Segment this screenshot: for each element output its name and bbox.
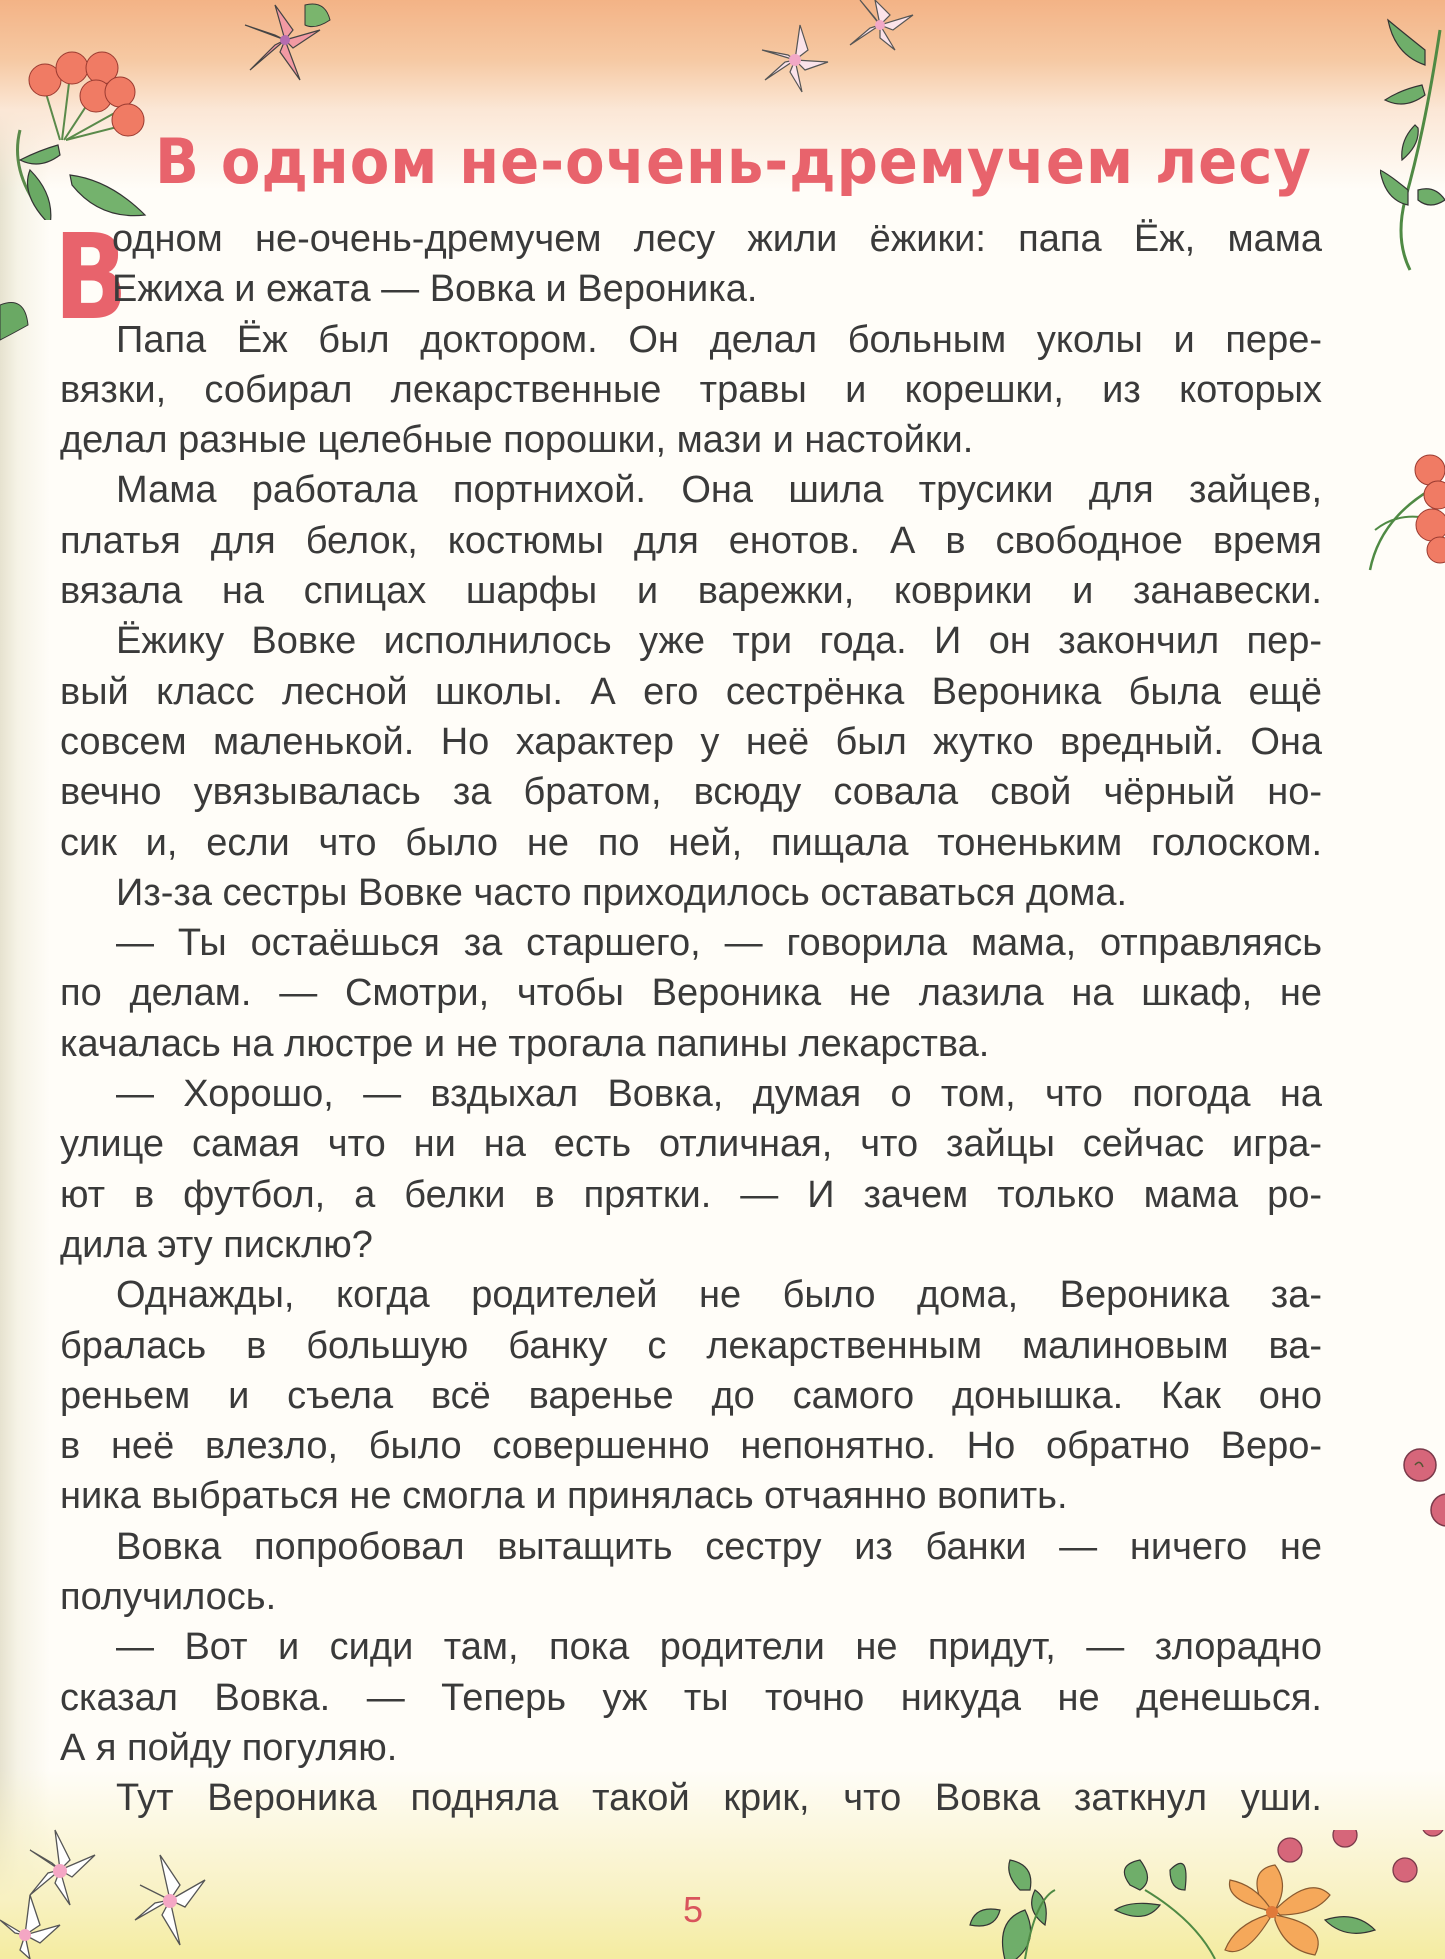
page-number: 5	[682, 1889, 704, 1930]
text-line-content: ника выбраться не смогла и принялась отчаянно вопить.	[60, 1475, 1068, 1518]
leaf-sprig-icon	[1380, 10, 1445, 280]
text-line-content: вязала на спицах шарфы и варежки, коврики и занавески.	[60, 570, 1322, 613]
text-line-content: Однажды, когда родителей не было дома, Вероника за-	[116, 1274, 1322, 1317]
text-line-content: вый класс лесной школы. А его сестрёнка Вероника была ещё	[60, 670, 1322, 713]
text-line-content: в неё влезло, было совершенно непонятно. Но обратно Веро-	[60, 1425, 1322, 1468]
text-line-content: Тут Вероника подняла такой крик, что Вовка заткнул уши.	[116, 1777, 1322, 1820]
text-line	[60, 667, 1322, 717]
text-line	[60, 918, 1322, 968]
text-line	[60, 767, 1322, 817]
text-line-content: Ёжику Вовке исполнилось уже три года. И он закончил пер-	[116, 620, 1322, 663]
white-flower-icon	[845, 0, 915, 55]
text-line-content: одном не-очень-дремучем лесу жили ёжики: папа Ёж, мама	[112, 218, 1322, 260]
red-berries-icon	[1360, 430, 1445, 580]
text-line	[60, 717, 1322, 767]
text-line	[60, 1270, 1322, 1320]
text-line-content: реньем и съела всё варенье до самого донышка. Как оно	[60, 1374, 1322, 1417]
text-line	[60, 1673, 1322, 1723]
text-line	[60, 566, 1322, 616]
text-line-content: совсем маленькой. Но характер у неё был жутко вредный. Она	[60, 720, 1322, 763]
text-line	[60, 616, 1322, 666]
text-line-content: — Хорошо, — вздыхал Вовка, думая о том, что погода на	[116, 1073, 1322, 1116]
text-line	[60, 1220, 1322, 1270]
text-line	[60, 1170, 1322, 1220]
text-line-content: Мама работала портнихой. Она шила трусики для зайцев,	[116, 469, 1322, 512]
text-line	[60, 1723, 1322, 1773]
text-line-content: Папа Ёж был доктором. Он делал больным уколы и пере-	[116, 318, 1322, 361]
text-line	[60, 1773, 1322, 1823]
pink-flower-icon	[235, 0, 335, 90]
text-line-content: платья для белок, костюмы для енотов. А в свободное время	[60, 519, 1322, 562]
text-line-content: — Вот и сиди там, пока родители не придут, — злорадно	[116, 1626, 1322, 1669]
text-line	[60, 1371, 1322, 1421]
text-line	[60, 968, 1322, 1018]
text-line-content: вечно увязывалась за братом, всюду совала свой чёрный но-	[60, 771, 1322, 814]
text-line	[60, 1572, 1322, 1622]
text-line	[60, 1069, 1322, 1119]
text-line	[60, 214, 1322, 264]
text-line	[60, 1119, 1322, 1169]
white-flower-icon	[760, 20, 830, 95]
text-line-content: дила эту писклю?	[60, 1223, 373, 1266]
drop-cap: В	[54, 208, 128, 346]
text-line-content: по делам. — Смотри, чтобы Вероника не лазила на шкаф, не	[60, 972, 1322, 1015]
berry-cluster-icon	[0, 20, 160, 220]
text-line-content: улице самая что ни на есть отличная, что зайцы сейчас игра-	[60, 1123, 1322, 1166]
text-line-content: сик и, если что было не по ней, пищала тоненьким голоском.	[60, 821, 1322, 864]
text-line	[60, 465, 1322, 515]
text-line	[60, 818, 1322, 868]
text-line-content: — Ты остаёшься за старшего, — говорила мама, отправляясь	[116, 922, 1322, 965]
text-line-content: сказал Вовка. — Теперь уж ты точно никуда не денешься.	[60, 1676, 1322, 1719]
text-line	[60, 1522, 1322, 1572]
text-line	[60, 365, 1322, 415]
leaf-sprig-icon	[0, 295, 30, 355]
story-text	[60, 214, 1322, 1824]
chapter-title: В одном не-очень-дремучем лесу	[155, 125, 1312, 198]
text-line-content: Вовка попробовал вытащить сестру из банки — ничего не	[116, 1525, 1322, 1568]
text-line	[60, 264, 1322, 314]
text-line-content: Ежиха и ежата — Вовка и Вероника.	[112, 268, 758, 311]
text-line	[60, 1321, 1322, 1371]
white-flower-icon	[0, 1825, 220, 1959]
text-line-content: качалась на люстре и не трогала папины лекарства.	[60, 1022, 990, 1065]
text-line-content: Из-за сестры Вовке часто приходилось оставаться дома.	[116, 871, 1128, 914]
text-line	[60, 1421, 1322, 1471]
text-line-content: бралась в большую банку с лекарственным малиновым ва-	[60, 1324, 1322, 1367]
text-line	[60, 868, 1322, 918]
text-line-content: делал разные целебные порошки, мази и настойки.	[60, 419, 974, 462]
orange-flower-icon	[945, 1830, 1445, 1959]
text-line	[60, 516, 1322, 566]
text-line	[60, 315, 1322, 365]
text-line-content: А я пойду погуляю.	[60, 1726, 398, 1769]
red-berries-icon	[1395, 1440, 1445, 1550]
text-line	[60, 1622, 1322, 1672]
text-line	[60, 1019, 1322, 1069]
text-line-content: ют в футбол, а белки в прятки. — И зачем только мама ро-	[60, 1173, 1322, 1216]
text-line-content: вязки, собирал лекарственные травы и корешки, из которых	[60, 368, 1322, 411]
text-line	[60, 1471, 1322, 1521]
text-line	[60, 415, 1322, 465]
text-line-content: получилось.	[60, 1576, 277, 1619]
